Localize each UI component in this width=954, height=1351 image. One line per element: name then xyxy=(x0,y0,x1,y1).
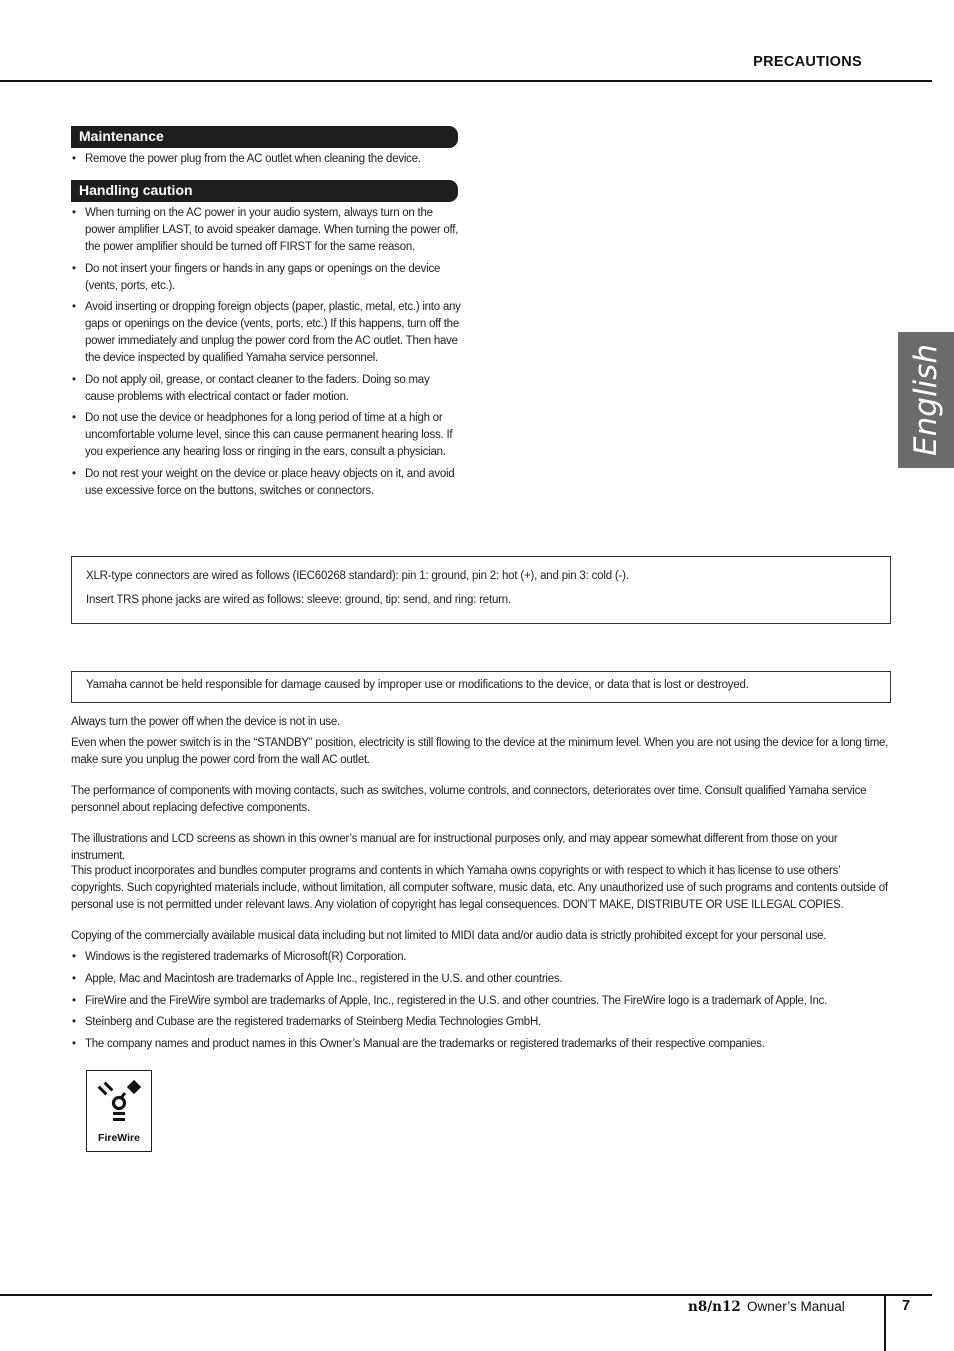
handling-item: • Do not insert your fingers or hands in any gaps or openings on the device (vents, ports, etc.). xyxy=(71,261,461,295)
handling-item: • Do not apply oil, grease, or contact cleaner to the faders. Doing so may cause problems with electrical contact or fader motion. xyxy=(71,372,461,406)
trademark-item: • Steinberg and Cubase are the registered trademarks of Steinberg Media Technologies GmbH. xyxy=(71,1014,889,1031)
copyright-text: This product incorporates and bundles computer programs and contents in which Yamaha owns copyrights or with respect to which it has license to use others’ copyrights. Such copyrighted materials include, without limitation, all computer software, music data, etc. Any unauthorized use of such programs and contents outside of personal use is not permitted under relevant laws. Any violation of copyright has legal consequences. DON’T MAKE, DISTRIBUTE OR USE ILLEGAL COPIES. xyxy=(71,865,888,911)
header-title: PRECAUTIONS xyxy=(753,54,862,70)
disclaimer-box xyxy=(71,671,891,703)
connector-notice-box xyxy=(71,556,891,624)
footer-manual-title: Owner’s Manual xyxy=(747,1299,845,1314)
header-rule xyxy=(0,80,932,82)
connector-trs-text: Insert TRS phone jacks are wired as follows: sleeve: ground, tip: send, and ring: return. xyxy=(86,594,511,606)
illustrations-text: The illustrations and LCD screens as shown in this owner’s manual are for instructional purposes only, and may appear somewhat different from those on your instrument. xyxy=(71,833,838,862)
trademark-item: • Windows is the registered trademarks of Microsoft(R) Corporation. xyxy=(71,949,889,966)
footer-model: n8/n12 xyxy=(688,1299,741,1315)
power-off-text: Always turn the power off when the device is not in use. xyxy=(71,716,340,728)
firewire-logo xyxy=(86,1070,152,1152)
standby-text: Even when the power switch is in the “STANDBY” position, electricity is still flowing to the device at the minimum level. When you are not using the device for a long time, make sure you unplug the power cord from the wall AC outlet. xyxy=(71,737,889,766)
copying-text: Copying of the commercially available musical data including but not limited to MIDI data and/or audio data is strictly prohibited except for your personal use. xyxy=(71,930,827,942)
handling-heading-bar xyxy=(71,180,458,202)
trademark-item: • Apple, Mac and Macintosh are trademarks of Apple Inc., registered in the U.S. and other countries. xyxy=(71,971,889,988)
footer-divider xyxy=(884,1294,886,1351)
maintenance-item: • Remove the power plug from the AC outlet when cleaning the device. xyxy=(71,151,461,168)
connector-xlr-text: XLR-type connectors are wired as follows (IEC60268 standard): pin 1: ground, pin 2: hot (+), and pin 3: cold (-). xyxy=(86,570,629,582)
language-tab-label: English xyxy=(908,344,944,456)
firewire-icon xyxy=(97,1079,141,1129)
handling-list xyxy=(71,205,461,505)
footer-rule xyxy=(0,1294,932,1296)
handling-item: • Avoid inserting or dropping foreign objects (paper, plastic, metal, etc.) into any gaps or openings on the device (vents, ports, etc.) If this happens, turn off the power immediately and unplug the power cord from the AC outlet. Then have the device inspected by qualified Yamaha service personnel. xyxy=(71,299,461,367)
handling-heading: Handling caution xyxy=(79,182,193,198)
maintenance-heading-bar xyxy=(71,126,458,148)
disclaimer-text: Yamaha cannot be held responsible for damage caused by improper use or modifications to the device, or data that is lost or destroyed. xyxy=(86,679,749,691)
firewire-logo-label: FireWire xyxy=(98,1132,140,1144)
handling-item: • When turning on the AC power in your audio system, always turn on the power amplifier LAST, to avoid speaker damage. When turning the power off, the power amplifier should be turned off FIRST for the same reason. xyxy=(71,205,461,256)
maintenance-heading: Maintenance xyxy=(79,128,164,144)
language-tab xyxy=(898,332,954,468)
trademark-item: • The company names and product names in this Owner’s Manual are the trademarks or registered trademarks of their respective companies. xyxy=(71,1036,889,1053)
handling-item: • Do not use the device or headphones for a long period of time at a high or uncomfortable volume level, since this can cause permanent hearing loss. If you experience any hearing loss or ringing in the ears, consult a physician. xyxy=(71,410,461,461)
components-text: The performance of components with moving contacts, such as switches, volume controls, and connectors, deteriorates over time. Consult qualified Yamaha service personnel about replacing defective components. xyxy=(71,785,867,814)
page-number: 7 xyxy=(902,1298,911,1314)
trademark-item: • FireWire and the FireWire symbol are trademarks of Apple, Inc., registered in the U.S. and other countries. The FireWire logo is a trademark of Apple, Inc. xyxy=(71,993,889,1010)
handling-item: • Do not rest your weight on the device or place heavy objects on it, and avoid use excessive force on the buttons, switches or connectors. xyxy=(71,466,461,500)
maintenance-list xyxy=(71,151,461,173)
trademark-list xyxy=(71,949,889,1058)
